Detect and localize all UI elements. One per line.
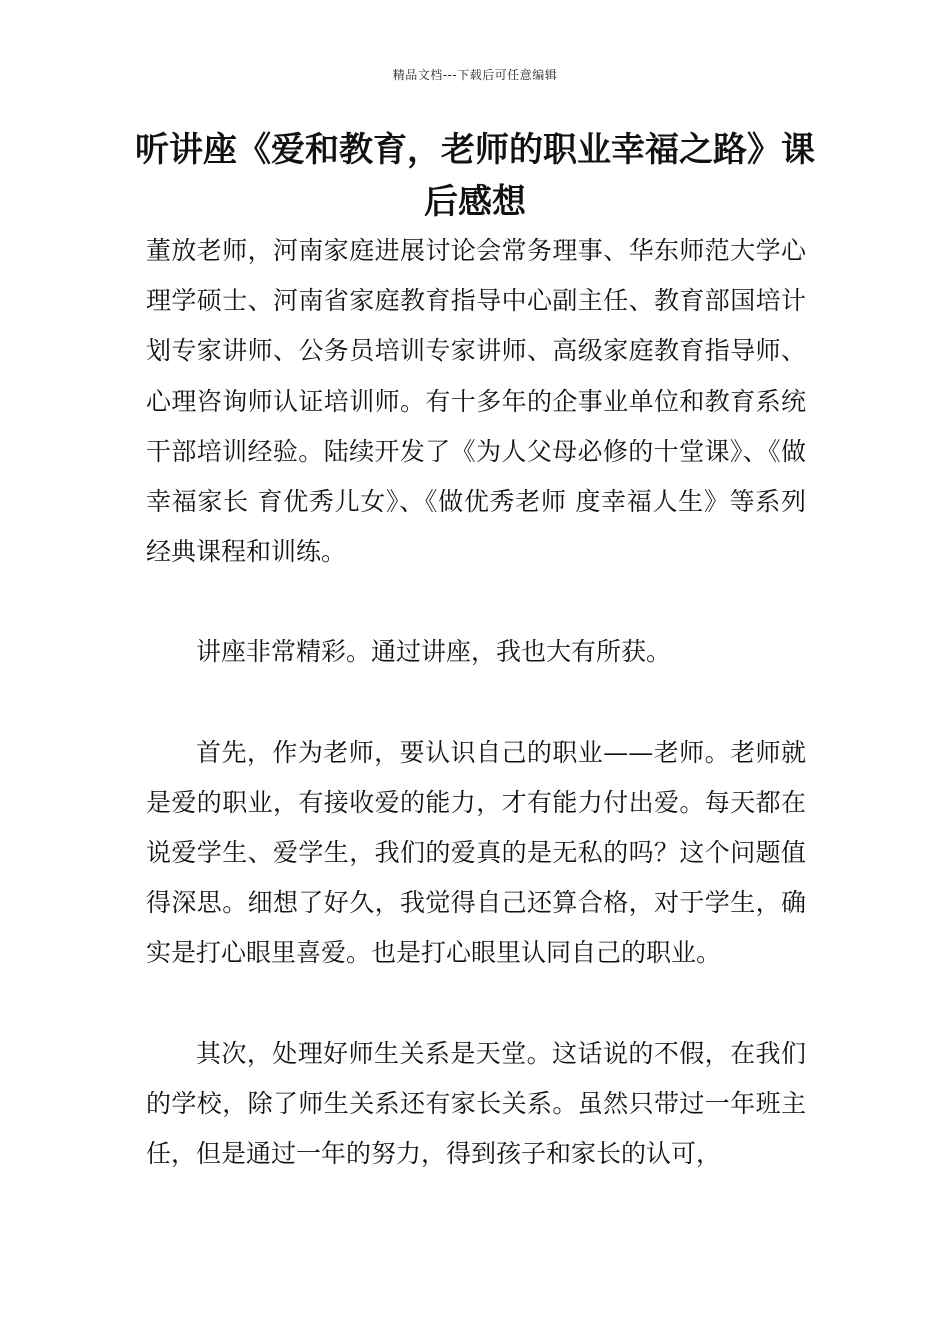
document-title: 听讲座《爱和教育，老师的职业幸福之路》课后感想 [135,130,815,222]
body-paragraph: 其次，处理好师生关系是天堂。这话说的不假，在我们的学校，除了师生关系还有家长关系。虽然只带过一年班主任，但是通过一年的努力，得到孩子和家长的认可， [146,1038,806,1169]
paragraph-spacer [146,577,806,627]
document-body [146,226,806,1179]
page-header-note: 精品文档---下载后可任意编辑 [392,68,558,82]
intro-paragraph: 董放老师，河南家庭进展讨论会常务理事、华东师范大学心理学硕士、河南省家庭教育指导中心副主任、教育部国培计划专家讲师、公务员培训专家讲师、高级家庭教育指导师、心理咨询师认证培训师。有十多年的企事业单位和教育系统干部培训经验。陆续开发了《为人父母必修的十堂课》、《做幸福家长 育优秀儿女》、《做优秀老师 度幸福人生》等系列经典课程和训练。 [146,236,806,567]
body-paragraph: 讲座非常精彩。通过讲座，我也大有所获。 [196,637,672,667]
paragraph-spacer [146,979,806,1029]
paragraph-spacer [146,678,806,728]
body-paragraph: 首先，作为老师，要认识自己的职业——老师。老师就是爱的职业，有接收爱的能力，才有能力付出爱。每天都在说爱学生、爱学生，我们的爱真的是无私的吗？这个问题值得深思。细想了好久，我觉得自己还算合格，对于学生，确实是打心眼里喜爱。也是打心眼里认同自己的职业。 [146,737,806,968]
